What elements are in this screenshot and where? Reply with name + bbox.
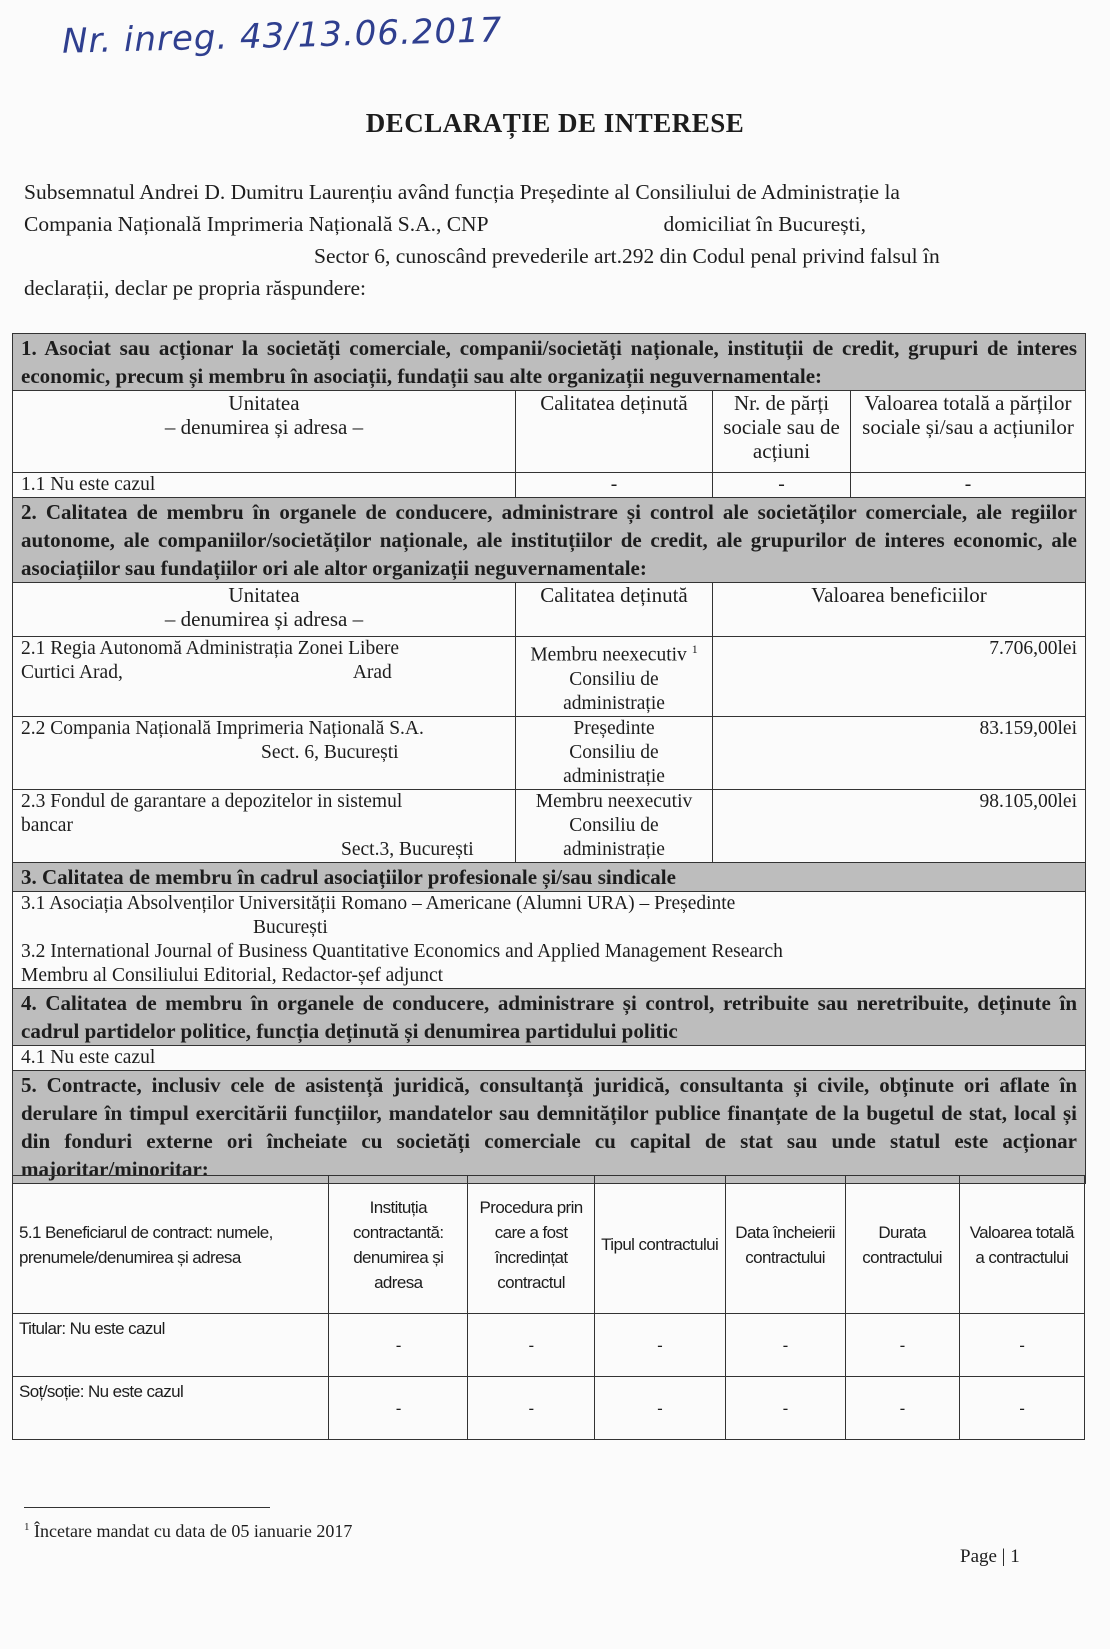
section-2-benefits-header: Valoarea beneficiilor: [713, 583, 1086, 637]
footnote: [24, 1521, 352, 1542]
section-2-unit-cell: 2.1 Regia Autonomă Administrația Zonei Libere Curtici Arad, Arad: [13, 637, 516, 717]
table-row: [13, 1377, 1085, 1440]
contracts-header-value: Valoarea totală a contractului: [959, 1176, 1084, 1314]
table-row: [13, 716, 1086, 789]
contracts-header-beneficiary: 5.1 Beneficiarul de contract: numele, prenumele/denumirea și adresa: [13, 1176, 329, 1314]
footnote-text: Încetare mandat cu data de 05 ianuarie 2017: [34, 1521, 353, 1541]
section-1-value-cell: -: [851, 473, 1086, 498]
section-1-unit-cell: 1.1 Nu este cazul: [13, 473, 516, 498]
contracts-cell: -: [725, 1377, 845, 1440]
contracts-cell: -: [329, 1377, 468, 1440]
section-2-quality-cell: Președinte Consiliu de administrație: [516, 716, 713, 789]
section-2-unit-cell: 2.3 Fondul de garantare a depozitelor in sistemul bancar Sect.3, București: [13, 789, 516, 862]
contracts-cell: -: [959, 1314, 1084, 1377]
section-2-quality-cell: Membru neexecutiv $^1$ Consiliu de administrație: [516, 637, 713, 717]
page-title: DECLARAȚIE DE INTERESE: [365, 108, 745, 138]
table-row: [13, 473, 1086, 498]
contracts-header-institution: Instituția contractantă: denumirea și adresa: [329, 1176, 468, 1314]
intro-line: Compania Națională Imprimeria Națională S.A., CNP domiciliat în București,: [24, 212, 866, 236]
contracts-row-label: Titular: Nu este cazul: [13, 1314, 329, 1377]
footnote-divider: [24, 1507, 270, 1508]
contracts-cell: -: [468, 1377, 594, 1440]
intro-line: declarații, declar pe propria răspundere:: [24, 276, 367, 300]
section-1-quality-cell: -: [516, 473, 713, 498]
contracts-cell: -: [594, 1314, 725, 1377]
footnote-mark: 1: [691, 642, 698, 656]
footnote-mark: 1: [24, 1521, 30, 1533]
section-1-quality-header: Calitatea deținută: [516, 391, 713, 473]
section-4-content: 4.1 Nu este cazul: [13, 1045, 1086, 1070]
contracts-cell: -: [845, 1314, 959, 1377]
section-2-unit-header: Unitatea – denumirea și adresa –: [13, 583, 516, 637]
section-3-content: 3.1 Asociația Absolvenților Universității Romano – Americane (Alumni URA) – Președinte București 3.2 International Journal of Business Quantitative Economics and Applied Management Research Membru al Consiliului Editorial, Redactor-șef adjunct: [13, 891, 1086, 988]
intro-line: Subsemnatul Andrei D. Dumitru Laurențiu având funcția Președinte al Consiliului de Administrație la: [24, 180, 900, 204]
contracts-cell: -: [329, 1314, 468, 1377]
contracts-cell: -: [725, 1314, 845, 1377]
section-2-value-cell: 7.706,00lei: [713, 637, 1086, 717]
section-1-shares-cell: -: [713, 473, 851, 498]
section-2-value-cell: 83.159,00lei: [713, 716, 1086, 789]
contracts-table: [12, 1175, 1085, 1440]
section-2-value-cell: 98.105,00lei: [713, 789, 1086, 862]
contracts-cell: -: [845, 1377, 959, 1440]
registration-note: Nr. inreg. 43/13.06.2017: [61, 10, 503, 62]
section-2-heading: 2. Calitatea de membru în organele de conducere, administrare și control ale societăților comerciale, ale regiilor autonome, ale companiilor/societăților naționale, ale instituțiilor de credit, ale grupurilor de interes economic, ale asociațiilor sau fundațiilor ori ale altor organizații neguvernamentale:: [13, 498, 1086, 583]
table-row: [13, 789, 1086, 862]
section-2-quality-header: Calitatea deținută: [516, 583, 713, 637]
contracts-cell: -: [594, 1377, 725, 1440]
page-number: Page | 1: [960, 1546, 1020, 1567]
intro-line: Sector 6, cunoscând prevederile art.292 din Codul penal privind falsul în: [314, 244, 940, 268]
declaration-table: [12, 333, 1086, 1184]
contracts-header-type: Tipul contractului: [594, 1176, 725, 1314]
section-2-quality-cell: Membru neexecutiv Consiliu de administrație: [516, 789, 713, 862]
contracts-header-date: Data încheierii contractului: [725, 1176, 845, 1314]
section-2-unit-cell: 2.2 Compania Națională Imprimeria Națională S.A. Sect. 6, București: [13, 716, 516, 789]
table-row: [13, 1045, 1086, 1070]
section-1-shares-header: Nr. de părți sociale sau de acțiuni: [713, 391, 851, 473]
contracts-header-procedure: Procedura prin care a fost încredințat contractul: [468, 1176, 594, 1314]
contracts-cell: -: [468, 1314, 594, 1377]
section-1-heading: 1. Asociat sau acționar la societăți comerciale, companii/societăți naționale, instituții de credit, grupuri de interes economic, precum și membru în asociații, fundații sau alte organizații neguvernamentale:: [13, 334, 1086, 391]
section-4-heading: 4. Calitatea de membru în organele de conducere, administrare și control, retribuite sau neretribuite, deținute în cadrul partidelor politice, funcția deținută și denumirea partidului politic: [13, 988, 1086, 1045]
table-row: [13, 891, 1086, 988]
contracts-header-duration: Durata contractului: [845, 1176, 959, 1314]
section-1-value-header: Valoarea totală a părților sociale și/sau a acțiunilor: [851, 391, 1086, 473]
section-1-unit-header: Unitatea – denumirea și adresa –: [13, 391, 516, 473]
table-row: [13, 637, 1086, 717]
table-row: [13, 1314, 1085, 1377]
contracts-cell: -: [959, 1377, 1084, 1440]
section-5-heading: 5. Contracte, inclusiv cele de asistență juridică, consultanță juridică, consultanta și civile, obținute ori aflate în derulare în timpul exercitării funcțiilor, mandatelor sau demnităților publice finanțate de la bugetul de stat, local și din fonduri externe ori încheiate cu societăți comerciale cu capital de stat sau unde statul este acționar majoritar/minoritar:: [13, 1070, 1086, 1183]
section-3-heading: 3. Calitatea de membru în cadrul asociațiilor profesionale și/sau sindicale: [13, 862, 1086, 891]
contracts-row-label: Soț/soție: Nu este cazul: [13, 1377, 329, 1440]
intro-paragraph: [24, 176, 1086, 304]
